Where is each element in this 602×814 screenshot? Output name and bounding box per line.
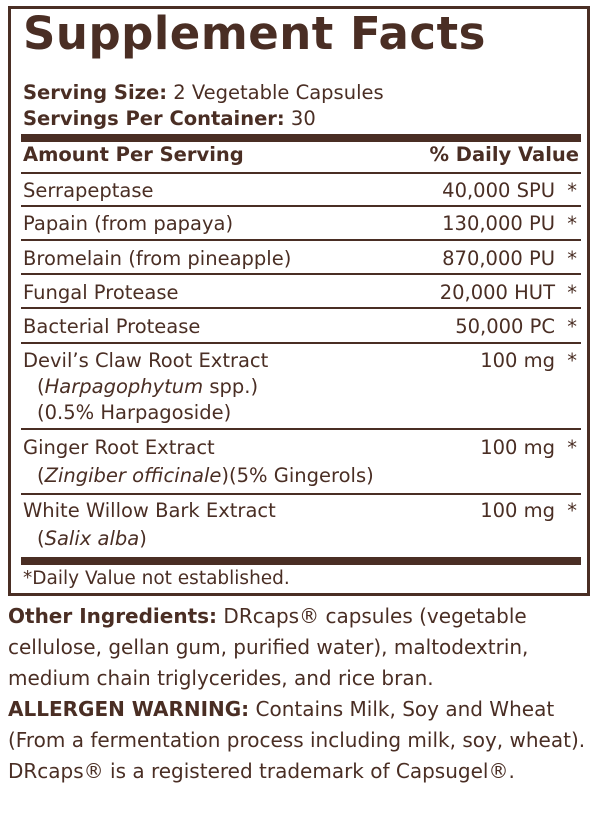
allergen-warning-label: ALLERGEN WARNING: (8, 697, 250, 721)
ingredient-amount: 870,000 PU (442, 247, 555, 270)
ingredient-name: Serrapeptase (23, 179, 154, 202)
thick-divider (21, 134, 581, 142)
allergen-warning-text: Contains Milk, Soy and Wheat (From a fermentation process including milk, soy, wheat). (8, 697, 586, 752)
daily-value: * (567, 281, 577, 304)
daily-value: * (567, 247, 577, 270)
ingredient-source: (Salix alba) (37, 527, 147, 550)
ingredient-name: White Willow Bark Extract (23, 499, 276, 522)
ingredient-name: Ginger Root Extract (23, 436, 215, 459)
servings-per-container (23, 107, 316, 130)
servings-per-container-label: Servings Per Container: (23, 107, 285, 130)
ingredient-name: Devil’s Claw Root Extract (23, 349, 269, 372)
other-ingredients-label: Other Ingredients: (8, 604, 218, 628)
divider (21, 493, 581, 495)
ingredient-amount: 100 mg (480, 436, 555, 459)
other-ingredients-text: DRcaps® capsules (vegetable cellulose, gellan gum, purified water), maltodextrin, medium chain triglycerides, and rice bran. (8, 604, 529, 690)
latin-name: Harpagophytum (44, 375, 204, 398)
footnote: *Daily Value not established. (23, 568, 290, 589)
divider (21, 239, 581, 241)
serving-size-value: 2 Vegetable Capsules (173, 81, 384, 104)
supplement-facts-panel (8, 6, 590, 596)
ingredient-amount: 100 mg (480, 499, 555, 522)
ingredient-name: Papain (from papaya) (23, 212, 234, 235)
thick-divider (21, 557, 581, 565)
other-ingredients (8, 601, 594, 694)
divider (21, 428, 581, 430)
divider (21, 342, 581, 344)
ingredient-amount: 40,000 SPU (442, 179, 555, 202)
daily-value: * (567, 499, 577, 522)
allergen-warning (8, 694, 594, 756)
ingredient-amount: 100 mg (480, 349, 555, 372)
divider (21, 205, 581, 207)
daily-value: * (567, 315, 577, 338)
ingredient-source: (Harpagophytum spp.) (37, 375, 259, 398)
header-amount-per-serving: Amount Per Serving (23, 143, 244, 166)
ingredient-name: Fungal Protease (23, 281, 179, 304)
daily-value: * (567, 436, 577, 459)
serving-size (23, 81, 384, 104)
ingredient-standardization: (0.5% Harpagoside) (37, 401, 232, 424)
divider (21, 172, 581, 174)
ingredient-amount: 50,000 PC (455, 315, 555, 338)
label-notes (8, 601, 594, 787)
ingredient-name: Bromelain (from pineapple) (23, 247, 292, 270)
ingredient-source: (Zingiber officinale)(5% Gingerols) (37, 464, 374, 487)
daily-value: * (567, 212, 577, 235)
latin-name: Salix alba (44, 527, 140, 550)
ingredient-name: Bacterial Protease (23, 315, 201, 338)
header-daily-value: % Daily Value (429, 143, 579, 166)
ingredient-amount: 20,000 HUT (439, 281, 555, 304)
trademark-note: DRcaps® is a registered trademark of Capsugel®. (8, 759, 515, 783)
divider (21, 307, 581, 309)
serving-size-label: Serving Size: (23, 81, 168, 104)
servings-per-container-value: 30 (290, 107, 316, 130)
divider (21, 273, 581, 275)
panel-title: Supplement Facts (23, 7, 486, 60)
daily-value: * (567, 349, 577, 372)
daily-value: * (567, 179, 577, 202)
latin-name: Zingiber officinale (44, 464, 222, 487)
ingredient-amount: 130,000 PU (442, 212, 555, 235)
table-header (23, 143, 579, 166)
